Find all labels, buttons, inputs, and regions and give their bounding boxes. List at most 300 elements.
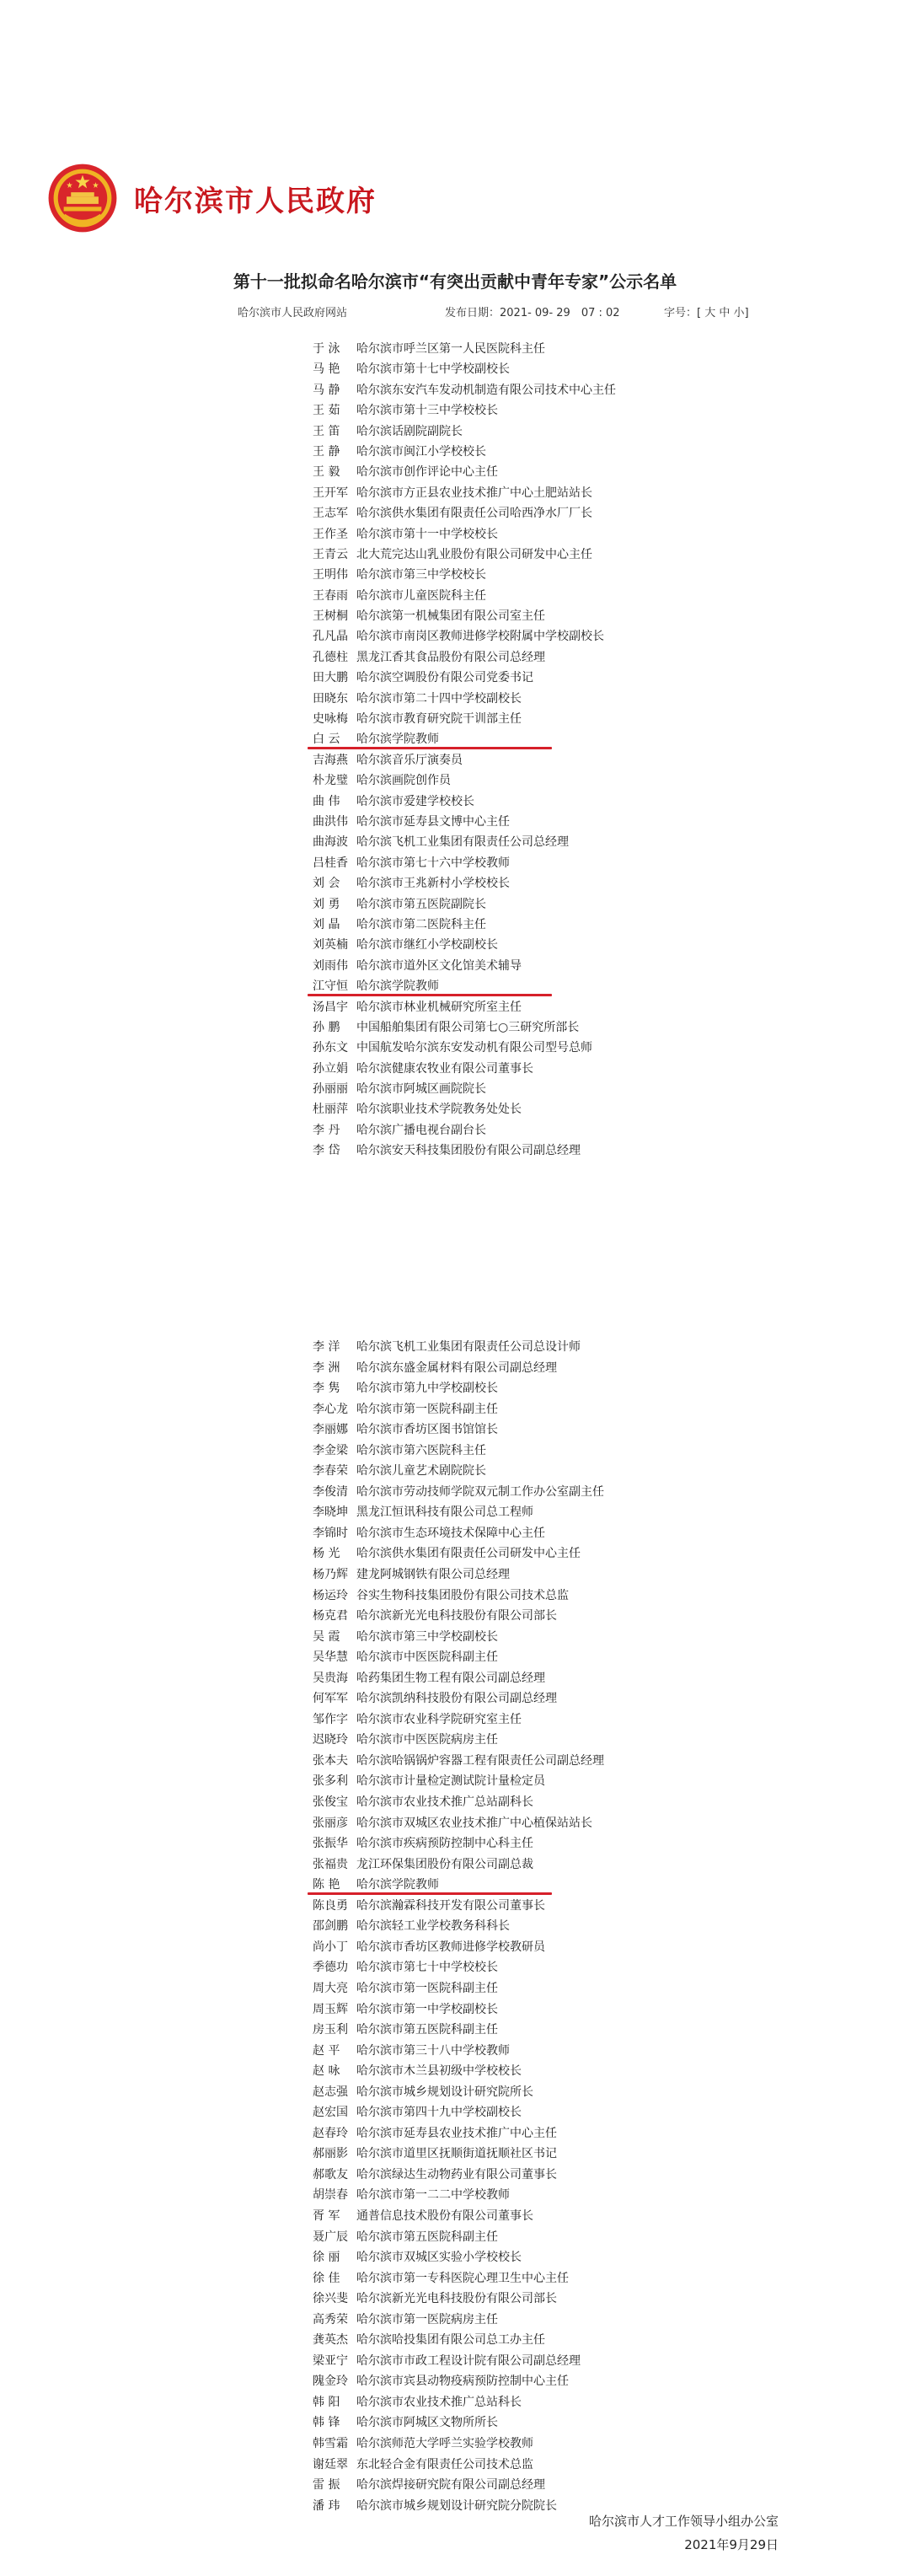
expert-name: 王作圣: [313, 527, 348, 541]
expert-name: 汤昌宇: [313, 1000, 348, 1014]
expert-position: 哈尔滨市中医医院病房主任: [356, 1733, 498, 1747]
expert-name: 张多利: [313, 1774, 348, 1789]
expert-name: 曲 伟: [313, 794, 340, 808]
expert-name: 赵 咏: [313, 2064, 340, 2079]
expert-name: 田晓东: [313, 691, 348, 706]
list-item: [313, 565, 666, 585]
expert-position: 哈尔滨市第三中学校校长: [356, 568, 486, 582]
expert-name: 王青云: [313, 547, 348, 561]
expert-name: 尚小丁: [313, 1940, 348, 1954]
list-item: [313, 1038, 666, 1058]
expert-name: 孙丽丽: [313, 1082, 348, 1097]
list-item: [313, 1978, 666, 1999]
expert-position: 哈尔滨瀚霖科技开发有限公司董事长: [356, 1898, 545, 1913]
expert-position: 哈尔滨市市政工程设计院有限公司副总经理: [356, 2353, 581, 2368]
list-item: [313, 2475, 666, 2496]
expert-name: 韩 阳: [313, 2395, 340, 2409]
expert-position: 哈尔滨音乐厅演奏员: [356, 753, 463, 767]
expert-position: 哈尔滨市第二十四中学校副校长: [356, 691, 522, 706]
list-item: [313, 1999, 666, 2021]
expert-name: 张本夫: [313, 1753, 348, 1768]
article-source: 哈尔滨市人民政府网站: [238, 307, 348, 319]
expert-name: 吴贵海: [313, 1671, 348, 1685]
list-item: [313, 1668, 666, 1689]
expert-position: 哈尔滨新光光电科技股份有限公司部长: [356, 1609, 557, 1623]
list-item: [313, 586, 666, 606]
expert-position: 通普信息技术股份有限公司董事长: [356, 2208, 533, 2223]
list-item: [313, 792, 666, 812]
expert-position: 中国航发哈尔滨东安发动机有限公司型号总师: [356, 1041, 592, 1055]
list-item: [313, 1896, 666, 1917]
expert-name: 潘 玮: [313, 2498, 340, 2513]
expert-name: 李俊清: [313, 1484, 348, 1499]
expert-position: 哈尔滨焊接研究院有限公司副总经理: [356, 2478, 545, 2493]
list-item: [313, 1937, 666, 1958]
expert-position: 哈尔滨市中医医院科副主任: [356, 1650, 498, 1665]
expert-name: 张福贵: [313, 1857, 348, 1871]
expert-position: 哈尔滨市劳动技师学院双元制工作办公室副主任: [356, 1484, 604, 1499]
list-item: [313, 1523, 666, 1544]
list-item: [313, 2165, 666, 2186]
expert-name: 杨乃辉: [313, 1568, 348, 1582]
expert-position: 黑龙江恒讯科技有限公司总工程师: [356, 1505, 533, 1520]
expert-name: 徐 佳: [313, 2271, 340, 2285]
expert-name: 季德功: [313, 1961, 348, 1975]
expert-list-part2: [313, 1337, 666, 2516]
list-item: [313, 853, 666, 873]
expert-position: 哈尔滨学院教师: [356, 733, 439, 747]
expert-position: 哈尔滨市计量检定测试院计量检定员: [356, 1774, 545, 1789]
list-item: [313, 915, 666, 935]
list-item: [313, 462, 666, 482]
expert-name: 孔凡晶: [313, 630, 348, 644]
list-item: [313, 647, 666, 668]
expert-name: 吉海燕: [313, 753, 348, 767]
list-item: [313, 2123, 666, 2144]
expert-name: 赵 平: [313, 2043, 340, 2058]
expert-name: 梁亚宁: [313, 2353, 348, 2368]
expert-name: 孙东文: [313, 1041, 348, 1055]
expert-position: 北大荒完达山乳业股份有限公司研发中心主任: [356, 547, 592, 561]
expert-name: 张丽彦: [313, 1816, 348, 1830]
list-item: [313, 812, 666, 832]
list-item: [313, 1079, 666, 1099]
expert-position: 哈尔滨市第七十中学校校长: [356, 1961, 498, 1975]
expert-position: 哈尔滨市香坊区教师进修学校教研员: [356, 1940, 545, 1954]
list-item: [313, 2351, 666, 2372]
signature-date: 2021年9月29日: [684, 2537, 779, 2552]
expert-position: 哈尔滨市爱建学校校长: [356, 794, 474, 808]
publish-date: 发布日期：2021- 09- 29 07 : 02: [445, 307, 620, 319]
list-item: [313, 2330, 666, 2351]
expert-position: 哈尔滨儿童艺术剧院院长: [356, 1464, 486, 1479]
site-header: [46, 160, 377, 236]
expert-name: 刘英楠: [313, 938, 348, 953]
expert-name: 王树桐: [313, 609, 348, 624]
expert-position: 哈尔滨市第一医院科副主任: [356, 1981, 498, 1995]
expert-name: 谢廷翠: [313, 2457, 348, 2471]
expert-name: 王明伟: [313, 568, 348, 582]
expert-name: 李金梁: [313, 1443, 348, 1457]
expert-name: 马 静: [313, 383, 340, 397]
expert-name: 马 艳: [313, 362, 340, 377]
expert-name: 朴龙璧: [313, 774, 348, 788]
list-item: [313, 1875, 666, 1896]
expert-name: 王 茹: [313, 404, 340, 418]
expert-name: 迟晓玲: [313, 1733, 348, 1747]
list-item: [313, 1358, 666, 1379]
list-item: [313, 1482, 666, 1503]
expert-name: 李心龙: [313, 1402, 348, 1416]
expert-position: 哈尔滨市第一中学校副校长: [356, 2002, 498, 2016]
list-item: [313, 2392, 666, 2413]
list-item: [313, 894, 666, 915]
expert-name: 何军军: [313, 1692, 348, 1706]
signature-org: 哈尔滨市人才工作领导小组办公室: [588, 2514, 779, 2529]
expert-position: 东北轻合金有限责任公司技术总监: [356, 2457, 533, 2471]
list-item: [313, 1099, 666, 1119]
expert-name: 郝丽影: [313, 2147, 348, 2161]
expert-position: 黑龙江香其食品股份有限公司总经理: [356, 650, 545, 664]
list-item: [313, 2412, 666, 2434]
expert-name: 房玉利: [313, 2023, 348, 2037]
expert-position: 哈尔滨市方正县农业技术推广中心土肥站站长: [356, 486, 592, 500]
list-item: [313, 2061, 666, 2082]
expert-name: 韩 锋: [313, 2416, 340, 2430]
list-item: [313, 2289, 666, 2310]
list-item: [313, 421, 666, 442]
site-name[interactable]: 哈尔滨市人民政府: [134, 184, 377, 218]
list-item: [313, 750, 666, 770]
expert-position: 哈尔滨市南岗区教师进修学校附属中学校副校长: [356, 630, 604, 644]
expert-position: 哈尔滨师范大学呼兰实验学校教师: [356, 2436, 533, 2450]
list-item: [313, 1916, 666, 1937]
list-item: [313, 1399, 666, 1420]
expert-name: 雷 振: [313, 2478, 340, 2493]
expert-position: 哈尔滨空调股份有限公司党委书记: [356, 671, 533, 685]
list-item: [313, 709, 666, 729]
list-item: [313, 359, 666, 379]
expert-position: 哈尔滨市道外区文化馆美术辅导: [356, 958, 522, 973]
list-item: [313, 1564, 666, 1586]
list-item: [313, 1140, 666, 1161]
expert-position: 哈尔滨健康农牧业有限公司董事长: [356, 1061, 533, 1076]
list-item: [313, 524, 666, 545]
expert-name: 刘 勇: [313, 897, 340, 911]
expert-position: 哈尔滨市儿童医院科主任: [356, 588, 486, 603]
expert-name: 李 洋: [313, 1340, 340, 1354]
list-item: [313, 1688, 666, 1709]
list-item: [313, 1730, 666, 1751]
expert-name: 徐 丽: [313, 2251, 340, 2265]
expert-name: 李 洲: [313, 1360, 340, 1375]
expert-name: 李晓坤: [313, 1505, 348, 1520]
expert-name: 李 隽: [313, 1382, 340, 1396]
expert-name: 江守恒: [313, 979, 348, 994]
list-item: [313, 1957, 666, 1978]
expert-position: 哈尔滨东安汽车发动机制造有限公司技术中心主任: [356, 383, 616, 397]
expert-name: 聂广辰: [313, 2230, 348, 2244]
expert-position: 哈尔滨供水集团有限责任公司哈西净水厂厂长: [356, 507, 592, 521]
list-item: [313, 1337, 666, 1358]
expert-position: 哈尔滨市第七十六中学校教师: [356, 856, 510, 870]
expert-position: 哈尔滨绿达生动物药业有限公司董事长: [356, 2167, 557, 2182]
list-item: [313, 1854, 666, 1876]
expert-position: 哈尔滨市第四十九中学校副校长: [356, 2106, 522, 2120]
expert-name: 孔德柱: [313, 650, 348, 664]
expert-position: 中国船舶集团有限公司第七○三研究所部长: [356, 1020, 580, 1034]
expert-name: 李春荣: [313, 1464, 348, 1479]
expert-position: 哈尔滨市第九中学校副校长: [356, 1382, 498, 1396]
list-item: [313, 1120, 666, 1140]
list-item: [313, 997, 666, 1017]
list-item: [313, 2247, 666, 2268]
expert-name: 韩雪霜: [313, 2436, 348, 2450]
expert-position: 哈尔滨话剧院副院长: [356, 424, 463, 438]
expert-position: 哈尔滨市第一医院病房主任: [356, 2312, 498, 2326]
expert-name: 张俊宝: [313, 1795, 348, 1810]
expert-position: 哈尔滨市教育研究院干训部主任: [356, 712, 522, 727]
expert-position: 哈尔滨市第一二二中学校教师: [356, 2188, 510, 2203]
expert-position: 哈尔滨市第十一中学校校长: [356, 527, 498, 541]
expert-position: 哈尔滨哈锅锅炉容器工程有限责任公司副总经理: [356, 1753, 604, 1768]
expert-position: 哈尔滨市城乡规划设计研究院分院院长: [356, 2498, 557, 2513]
expert-position: 哈尔滨市农业技术推广总站科长: [356, 2395, 522, 2409]
expert-position: 哈尔滨学院教师: [356, 1878, 439, 1892]
list-item: [313, 956, 666, 976]
expert-name: 杨 光: [313, 1547, 340, 1561]
list-item: [313, 1627, 666, 1648]
expert-name: 吴华慧: [313, 1650, 348, 1665]
expert-position: 哈药集团生物工程有限公司副总经理: [356, 1671, 545, 1685]
expert-position: 哈尔滨市第三十八中学校教师: [356, 2043, 510, 2058]
expert-position: 哈尔滨市生态环境技术保障中心主任: [356, 1526, 545, 1540]
list-item: [313, 873, 666, 894]
expert-name: 周大亮: [313, 1981, 348, 1995]
list-item: [313, 483, 666, 503]
expert-name: 吴 霞: [313, 1629, 340, 1644]
expert-list-part1: [313, 339, 666, 1162]
expert-position: 哈尔滨市第三中学校副校长: [356, 1629, 498, 1644]
expert-name: 邵剑鹏: [313, 1919, 348, 1934]
list-item: [313, 668, 666, 688]
list-item: [313, 545, 666, 565]
expert-position: 哈尔滨飞机工业集团有限责任公司总设计师: [356, 1340, 581, 1354]
expert-position: 哈尔滨市疾病预防控制中心科主任: [356, 1837, 533, 1851]
list-item: [313, 1771, 666, 1792]
list-item: [313, 1647, 666, 1668]
list-item: [313, 339, 666, 359]
expert-position: 哈尔滨市农业技术推广总站副科长: [356, 1795, 533, 1810]
expert-position: 哈尔滨市宾县动物疫病预防控制中心主任: [356, 2375, 569, 2389]
expert-position: 哈尔滨市双城区实验小学校校长: [356, 2251, 522, 2265]
page-title: 第十一批拟命名哈尔滨市“有突出贡献中青年专家”公示名单: [233, 271, 677, 292]
expert-position: 哈尔滨市延寿县文博中心主任: [356, 814, 510, 829]
list-item: [313, 626, 666, 647]
expert-name: 王 静: [313, 444, 340, 459]
expert-position: 哈尔滨画院创作员: [356, 774, 451, 788]
expert-name: 王开军: [313, 486, 348, 500]
expert-name: 赵宏国: [313, 2106, 348, 2120]
expert-name: 曲海波: [313, 835, 348, 850]
expert-position: 哈尔滨广播电视台副台长: [356, 1123, 486, 1137]
list-item: [313, 2455, 666, 2476]
expert-position: 哈尔滨市林业机械研究所室主任: [356, 1000, 522, 1014]
expert-position: 哈尔滨市第五医院科副主任: [356, 2230, 498, 2244]
expert-position: 哈尔滨市第十七中学校副校长: [356, 362, 510, 377]
expert-name: 刘雨伟: [313, 958, 348, 973]
expert-name: 白 云: [313, 733, 340, 747]
list-item: [313, 1543, 666, 1564]
list-item: [313, 442, 666, 462]
list-item: [313, 1606, 666, 1627]
expert-position: 哈尔滨市继红小学校副校长: [356, 938, 498, 953]
expert-name: 杜丽萍: [313, 1103, 348, 1117]
expert-position: 哈尔滨市呼兰区第一人民医院科主任: [356, 342, 545, 356]
list-item: [313, 380, 666, 400]
expert-name: 于 泳: [313, 342, 340, 356]
expert-position: 哈尔滨第一机械集团有限公司室主任: [356, 609, 545, 624]
expert-name: 吕桂香: [313, 856, 348, 870]
list-item: [313, 2371, 666, 2392]
expert-position: 哈尔滨市木兰县初级中学校校长: [356, 2064, 522, 2079]
expert-position: 哈尔滨市延寿县农业技术推广中心主任: [356, 2126, 557, 2140]
expert-name: 邹作字: [313, 1712, 348, 1726]
expert-name: 隗金玲: [313, 2375, 348, 2389]
expert-name: 刘 晶: [313, 917, 340, 931]
expert-position: 哈尔滨市第一专科医院心理卫生中心主任: [356, 2271, 569, 2285]
list-item: [313, 1419, 666, 1441]
list-item: [313, 1378, 666, 1399]
expert-position: 哈尔滨东盛金属材料有限公司副总经理: [356, 1360, 557, 1375]
expert-position: 哈尔滨学院教师: [356, 979, 439, 994]
list-item: [313, 770, 666, 791]
list-item: [313, 1059, 666, 1079]
expert-name: 郝歌友: [313, 2167, 348, 2182]
list-item: [313, 1441, 666, 1462]
expert-name: 史咏梅: [313, 712, 348, 727]
list-item: [313, 689, 666, 709]
list-item: [313, 2041, 666, 2062]
list-item: [313, 2206, 666, 2227]
list-item: [313, 1586, 666, 1607]
expert-name: 张振华: [313, 1837, 348, 1851]
expert-name: 陈 艳: [313, 1878, 340, 1892]
list-item: [313, 2185, 666, 2206]
expert-name: 李丽娜: [313, 1423, 348, 1437]
expert-position: 哈尔滨市第二医院科主任: [356, 917, 486, 931]
list-item: [313, 1792, 666, 1813]
list-item: [313, 2434, 666, 2455]
expert-name: 高秀荣: [313, 2312, 348, 2326]
expert-position: 哈尔滨市第五医院科副主任: [356, 2023, 498, 2037]
expert-name: 李锦时: [313, 1526, 348, 1540]
expert-position: 哈尔滨轻工业学校教务科科长: [356, 1919, 510, 1934]
expert-name: 杨运玲: [313, 1588, 348, 1602]
expert-position: 哈尔滨安天科技集团股份有限公司副总经理: [356, 1144, 581, 1158]
list-item: [313, 976, 666, 996]
list-item: [313, 832, 666, 852]
expert-position: 哈尔滨市王兆新村小学校校长: [356, 877, 510, 891]
expert-position: 谷实生物科技集团股份有限公司技术总监: [356, 1588, 569, 1602]
expert-name: 陈良勇: [313, 1898, 348, 1913]
list-item: [313, 2310, 666, 2331]
font-size-control[interactable]: 字号：[ 大 中 小]: [664, 307, 749, 319]
expert-name: 曲洪伟: [313, 814, 348, 829]
list-item: [313, 1833, 666, 1854]
expert-position: 哈尔滨市阿城区文物所所长: [356, 2416, 498, 2430]
list-item: [313, 2020, 666, 2041]
expert-position: 哈尔滨新光光电科技股份有限公司部长: [356, 2292, 557, 2306]
list-item: [313, 2102, 666, 2123]
expert-name: 周玉辉: [313, 2002, 348, 2016]
expert-name: 田大鹏: [313, 671, 348, 685]
expert-name: 刘 会: [313, 877, 340, 891]
list-item: [313, 1017, 666, 1038]
expert-position: 哈尔滨市第五医院副院长: [356, 897, 486, 911]
list-item: [313, 2227, 666, 2248]
expert-position: 哈尔滨职业技术学院教务处处长: [356, 1103, 522, 1117]
expert-position: 哈尔滨市香坊区图书馆馆长: [356, 1423, 498, 1437]
expert-name: 龚英杰: [313, 2333, 348, 2348]
expert-position: 哈尔滨市双城区农业技术推广中心植保站站长: [356, 1816, 592, 1830]
expert-position: 哈尔滨供水集团有限责任公司研发中心主任: [356, 1547, 581, 1561]
national-emblem-icon: [46, 162, 119, 234]
expert-name: 孙 鹏: [313, 1020, 340, 1034]
expert-position: 哈尔滨市创作评论中心主任: [356, 465, 498, 480]
expert-position: 哈尔滨市道里区抚顺街道抚顺社区书记: [356, 2147, 557, 2161]
list-item: [313, 1751, 666, 1772]
expert-name: 杨克君: [313, 1609, 348, 1623]
list-item: [313, 729, 666, 749]
expert-name: 徐兴斐: [313, 2292, 348, 2306]
expert-position: 哈尔滨哈投集团有限公司总工办主任: [356, 2333, 545, 2348]
list-item: [313, 400, 666, 421]
list-item: [313, 1709, 666, 1731]
expert-name: 胥 军: [313, 2208, 340, 2223]
list-item: [313, 503, 666, 523]
expert-name: 赵志强: [313, 2085, 348, 2099]
expert-name: 孙立娟: [313, 1061, 348, 1076]
expert-position: 龙江环保集团股份有限公司副总裁: [356, 1857, 533, 1871]
expert-name: 王春雨: [313, 588, 348, 603]
expert-name: 李 岱: [313, 1144, 340, 1158]
expert-position: 哈尔滨市农业科学院研究室主任: [356, 1712, 522, 1726]
list-item: [313, 1813, 666, 1834]
list-item: [313, 2144, 666, 2165]
expert-position: 哈尔滨飞机工业集团有限责任公司总经理: [356, 835, 569, 850]
expert-position: 哈尔滨市第六医院科主任: [356, 1443, 486, 1457]
expert-position: 哈尔滨市城乡规划设计研究院所长: [356, 2085, 533, 2099]
expert-name: 王志军: [313, 507, 348, 521]
list-item: [313, 606, 666, 626]
list-item: [313, 935, 666, 955]
list-item: [313, 1461, 666, 1482]
expert-name: 王 毅: [313, 465, 340, 480]
list-item: [313, 2082, 666, 2103]
list-item: [313, 1502, 666, 1523]
list-item: [313, 2268, 666, 2289]
expert-position: 建龙阿城钢铁有限公司总经理: [356, 1568, 510, 1582]
expert-name: 王 笛: [313, 424, 340, 438]
expert-position: 哈尔滨凯纳科技股份有限公司副总经理: [356, 1692, 557, 1706]
expert-name: 赵春玲: [313, 2126, 348, 2140]
expert-position: 哈尔滨市第一医院科副主任: [356, 1402, 498, 1416]
expert-position: 哈尔滨市第十三中学校校长: [356, 404, 498, 418]
expert-position: 哈尔滨市闽江小学校校长: [356, 444, 486, 459]
expert-position: 哈尔滨市阿城区画院院长: [356, 1082, 486, 1097]
expert-name: 李 丹: [313, 1123, 340, 1137]
